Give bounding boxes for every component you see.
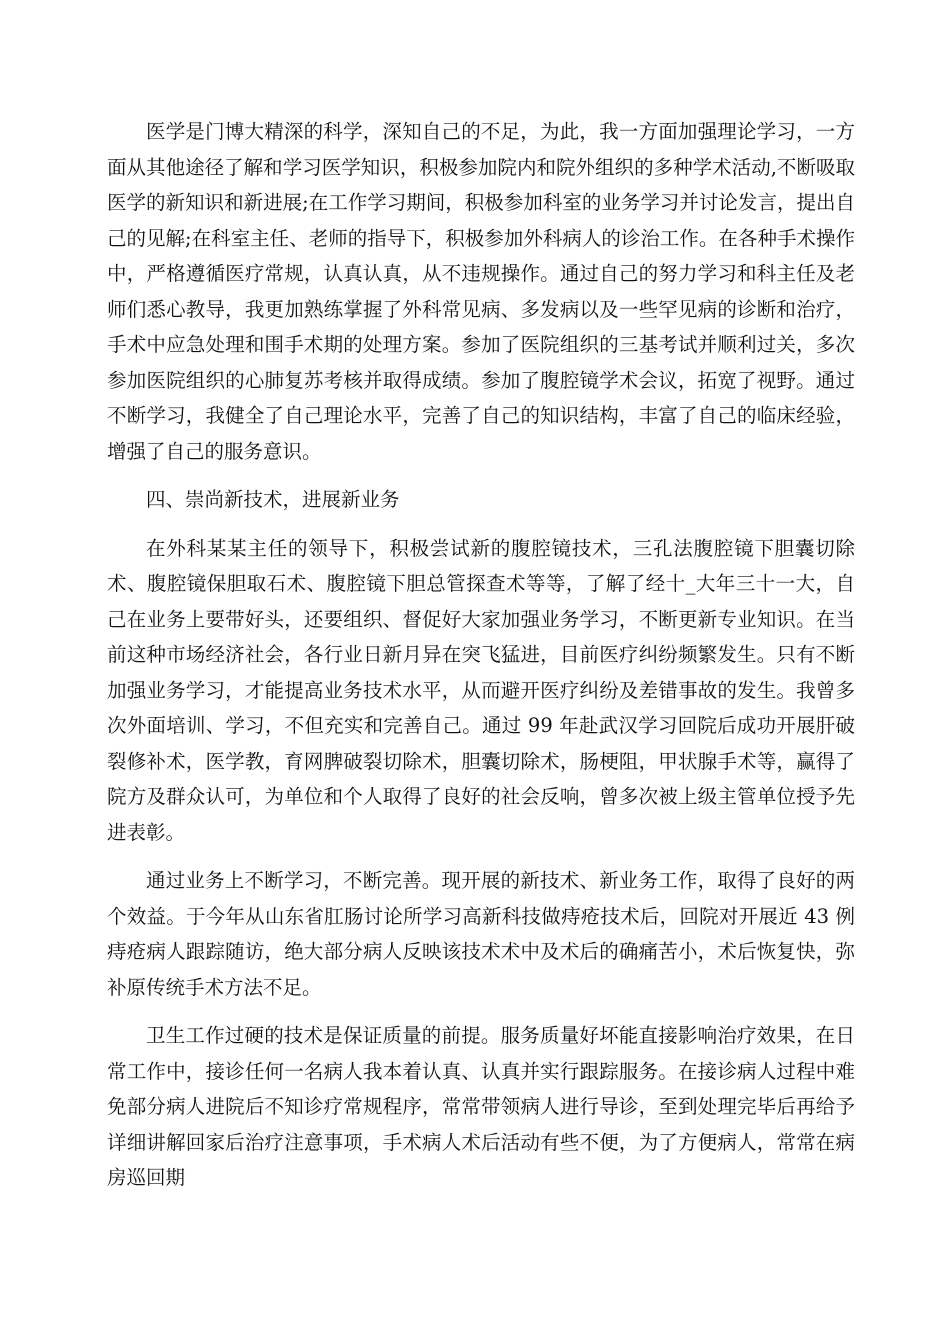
section-heading: 四、崇尚新技术，进展新业务 bbox=[146, 488, 400, 511]
document-body bbox=[107, 114, 855, 1209]
paragraph-study: 医学是门博大精深的科学，深知自己的不足，为此，我一方面加强理论学习，一方面从其他途径了解和学习医学知识，积极参加院内和院外组织的多种学术活动,不断吸取医学的新知识和新进展;在工作学习期间，积极参加科室的业务学习并讨论发言，提出自己的见解;在科室主任、老师的指导下，积极参加外科病人的诊治工作。在各种手术操作中，严格遵循医疗常规，认真认真，从不违规操作。通过自己的努力学习和科主任及老师们悉心教导，我更加熟练掌握了外科常见病、多发病以及一些罕见病的诊断和治疗，手术中应急处理和围手术期的处理方案。参加了医院组织的三基考试并顺利过关，多次参加医院组织的心肺复苏考核并取得成绩。参加了腹腔镜学术会议，拓宽了视野。通过不断学习，我健全了自己理论水平，完善了自己的知识结构，丰富了自己的临床经验，增强了自己的服务意识。 bbox=[107, 120, 855, 463]
paragraph-benefits: 通过业务上不断学习，不断完善。现开展的新技术、新业务工作，取得了良好的两个效益。于今年从山东省肛肠讨论所学习高新科技做痔疮技术后，回院对开展近 43 例痔疮病人跟踪随访，绝大部分病人反映该技术术中及术后的确痛苦小，术后恢复快，弥补原传统手术方法不足。 bbox=[107, 869, 855, 999]
paragraph-new-tech: 在外科某某主任的领导下，积极尝试新的腹腔镜技术，三孔法腹腔镜下胆囊切除术、腹腔镜保胆取石术、腹腔镜下胆总管探查术等等，了解了经十_大年三十一大，自己在业务上要带好头，还要组织、督促好大家加强业务学习，不断更新专业知识。在当前这种市场经济社会，各行业日新月异在突飞猛进，目前医疗纠纷频繁发生。只有不断加强业务学习，才能提高业务技术水平，从而避开医疗纠纷及差错事故的发生。我曾多次外面培训、学习，不但充实和完善自己。通过 99 年赴武汉学习回院后成功开展肝破裂修补术，医学教，育网脾破裂切除术，胆囊切除术，肠梗阻，甲状腺手术等，赢得了院方及群众认可，为单位和个人取得了良好的社会反响，曾多次被上级主管单位授予先进表彰。 bbox=[107, 536, 855, 844]
paragraph-service: 卫生工作过硬的技术是保证质量的前提。服务质量好坏能直接影响治疗效果，在日常工作中，接诊任何一名病人我本着认真、认真并实行跟踪服务。在接诊病人过程中难免部分病人进院后不知诊疗常规程序，常常带领病人进行导诊，至到处理完毕后再给予详细讲解回家后治疗注意事项，手术病人术后活动有些不便，为了方便病人，常常在病房巡回期 bbox=[107, 1024, 855, 1189]
